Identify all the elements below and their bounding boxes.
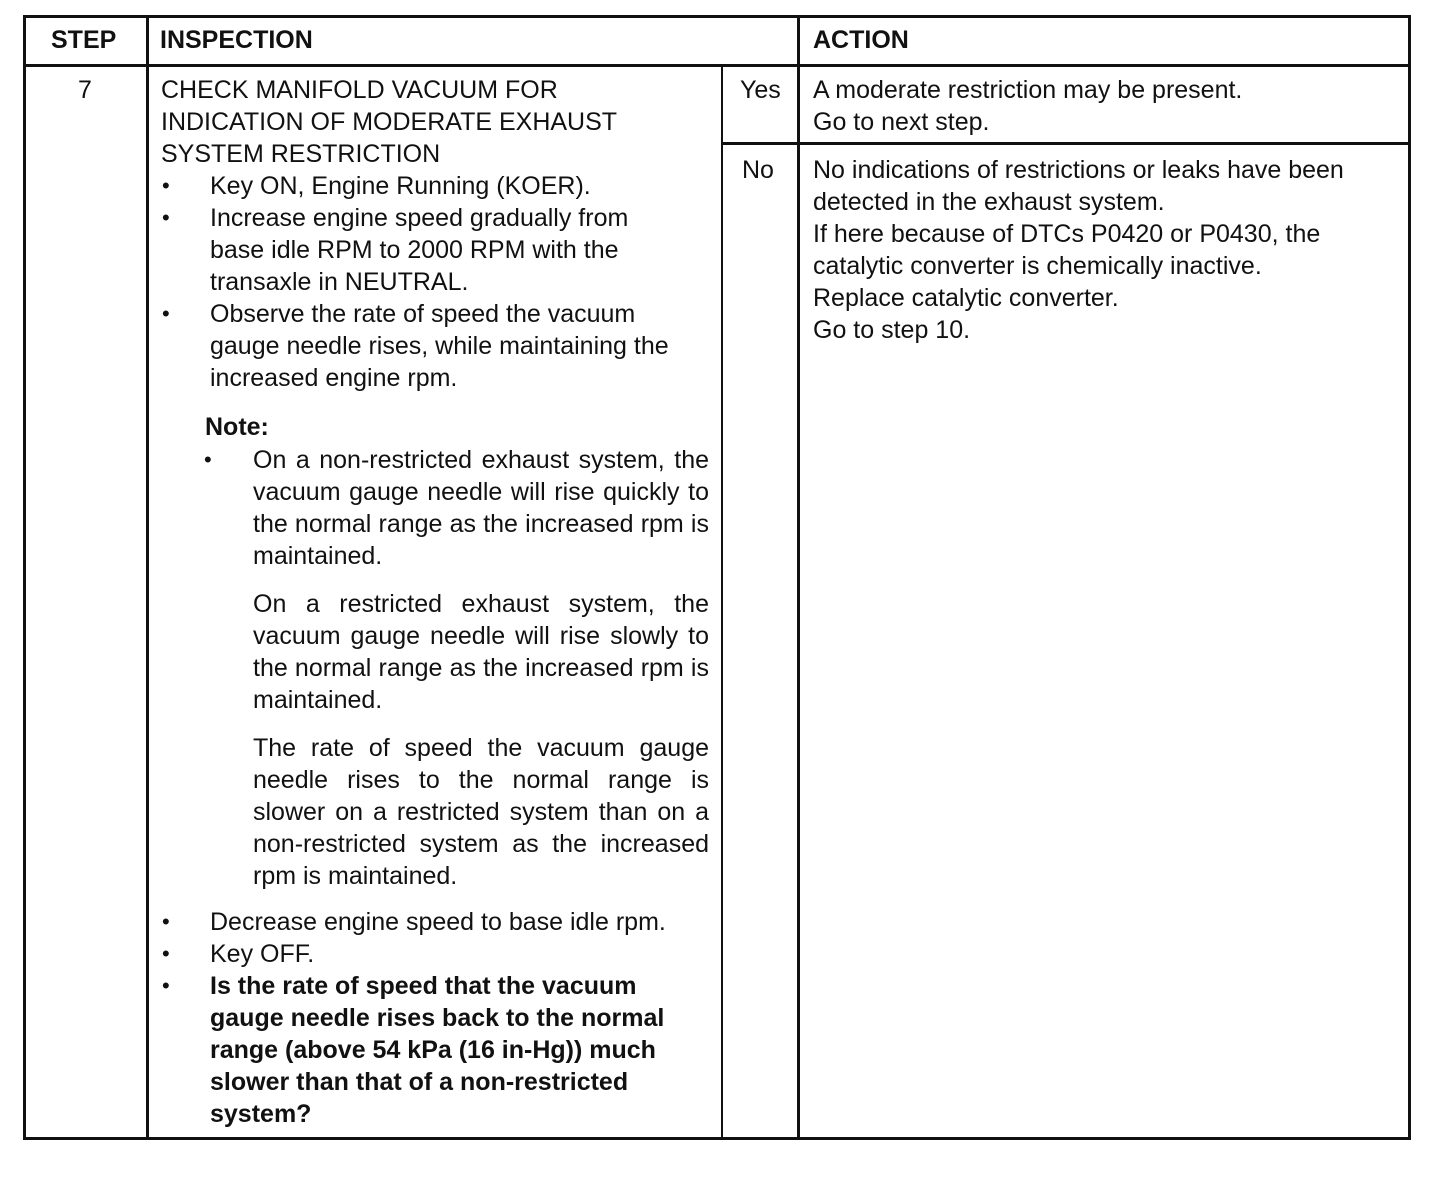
yes-no-divider xyxy=(721,142,1411,145)
title-line: INDICATION OF MODERATE EXHAUST xyxy=(161,108,618,136)
bullet-text: gauge needle rises, while maintaining the xyxy=(210,332,669,360)
bullet-text: increased engine rpm. xyxy=(210,364,458,392)
question-line: slower than that of a non-restricted xyxy=(210,1068,629,1096)
header-divider xyxy=(23,64,1411,67)
action-line: A moderate restriction may be present. xyxy=(813,76,1243,104)
action-line: No indications of restrictions or leaks have been xyxy=(813,156,1344,184)
note-label: Note: xyxy=(205,413,269,441)
action-line: Go to next step. xyxy=(813,108,990,136)
note-bullet-icon: • xyxy=(204,447,212,472)
step-column-divider xyxy=(146,15,149,1140)
bullet-icon: • xyxy=(162,909,170,934)
note-paragraph: The rate of speed the vacuum gauge needle rises to the normal range is slower on a restricted system than on a non-restricted system as the increased rpm is maintained. xyxy=(253,734,709,890)
action-line: Replace catalytic converter. xyxy=(813,284,1119,312)
step-number: 7 xyxy=(78,76,92,104)
header-step: STEP xyxy=(51,26,117,54)
action-column-divider xyxy=(797,15,800,1140)
note-paragraph: On a restricted exhaust system, the vacuum gauge needle will rise slowly to the normal range as the increased rpm is maintained. xyxy=(253,590,709,714)
yes-label: Yes xyxy=(740,76,781,104)
bullet-text: Increase engine speed gradually from xyxy=(210,204,629,232)
bullet-text: Observe the rate of speed the vacuum xyxy=(210,300,636,328)
question-line: range (above 54 kPa (16 in-Hg)) much xyxy=(210,1036,656,1064)
note-paragraph: On a non-restricted exhaust system, the vacuum gauge needle will rise quickly to the normal range as the increased rpm is maintained. xyxy=(253,446,709,570)
bullet-text: Key ON, Engine Running (KOER). xyxy=(210,172,591,200)
bullet-text: Decrease engine speed to base idle rpm. xyxy=(210,908,666,936)
bullet-icon: • xyxy=(162,301,170,326)
bullet-text: Key OFF. xyxy=(210,940,315,968)
answer-column-divider xyxy=(721,66,723,1140)
action-line: Go to step 10. xyxy=(813,316,971,344)
action-line: detected in the exhaust system. xyxy=(813,188,1165,216)
header-inspection: INSPECTION xyxy=(160,26,313,54)
question-line: Is the rate of speed that the vacuum xyxy=(210,972,637,1000)
action-line: If here because of DTCs P0420 or P0430, the xyxy=(813,220,1321,248)
no-label: No xyxy=(742,156,774,184)
bullet-icon: • xyxy=(162,173,170,198)
title-line: CHECK MANIFOLD VACUUM FOR xyxy=(161,76,558,104)
header-action: ACTION xyxy=(813,26,909,54)
bullet-icon: • xyxy=(162,205,170,230)
action-line: catalytic converter is chemically inactive. xyxy=(813,252,1262,280)
bullet-icon: • xyxy=(162,941,170,966)
title-line: SYSTEM RESTRICTION xyxy=(161,140,441,168)
bullet-text: base idle RPM to 2000 RPM with the xyxy=(210,236,619,264)
question-line: system? xyxy=(210,1100,312,1128)
bullet-icon: • xyxy=(162,973,170,998)
question-line: gauge needle rises back to the normal xyxy=(210,1004,665,1032)
bullet-text: transaxle in NEUTRAL. xyxy=(210,268,469,296)
